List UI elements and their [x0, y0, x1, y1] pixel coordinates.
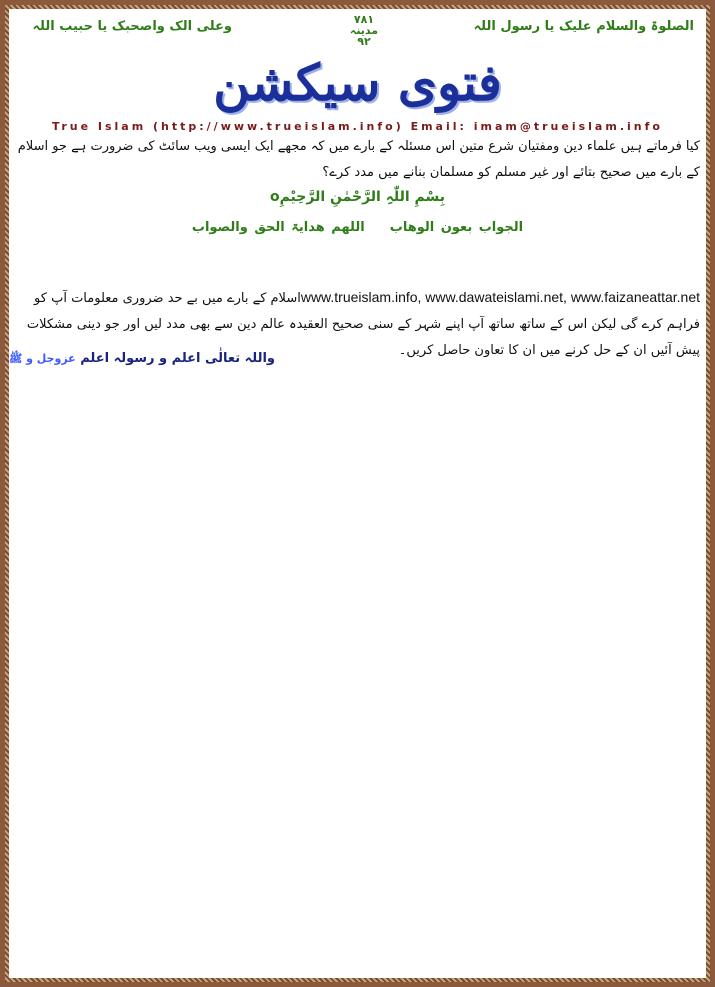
answer-heading-part1: الجواب بعون الوھاب — [389, 220, 524, 235]
answer-urls[interactable]: www.trueislam.info, www.dawateislami.net, www.faizaneattar.net — [300, 289, 700, 305]
answer-body: اسلام کے بارے میں بے حد ضروری معلومات آپ کو فراہم کرے گی لیکن اس کے ساتھ ساتھ آپ اپنے شہر کے سنی صحیح العقیدہ عالم دین سے بھی مدد لیں اور جو دینی مشکلات پیش آئیں ان کے حل کرنے میں ان کا تعاون حاصل کریں۔ — [26, 291, 700, 358]
bismillah: بِسْمِ اللّٰہِ الرَّحْمٰنِ الرَّحِیْمِo — [269, 189, 446, 205]
page-content — [9, 9, 706, 978]
closing-text: واللہ تعالٰی اعلم و رسولہ اعلم — [80, 351, 275, 366]
header-row — [9, 13, 706, 51]
answer-heading-part2: اللھم ھدایۃ الحق والصواب — [191, 220, 365, 235]
fatwa-number — [339, 14, 389, 47]
closing-line — [8, 351, 275, 368]
honorific-mark: عزوجل و ﷺ — [8, 352, 76, 365]
fatwa-sub: ۹۲ — [357, 35, 371, 48]
fatwa-label: مدینہ — [349, 24, 379, 37]
site-contact-line: True Islam (http://www.trueislam.info) Email: imam@trueislam.info — [52, 120, 663, 133]
answer-heading — [9, 220, 706, 235]
salutation-right: الصلوۃ والسلام علیک یا رسول اللہ — [473, 19, 694, 34]
question-text: کیا فرماتے ہیں علماء دین ومفتیان شرع متین اس مسئلہ کے بارے میں کہ مجھے ایک ایسی ویب سائٹ کی ضرورت ہے جو اسلام کے بارے میں صحیح بتائے اور غیر مسلم کو مسلمان بنانے میں مدد کرے؟ — [17, 139, 700, 180]
page-title: فتوی سیکشن — [213, 53, 502, 112]
salutation-left: وعلی الک واصحبک یا حبیب اللہ — [32, 19, 232, 34]
fatwa-number-value: ۷۸۱ — [353, 13, 375, 26]
